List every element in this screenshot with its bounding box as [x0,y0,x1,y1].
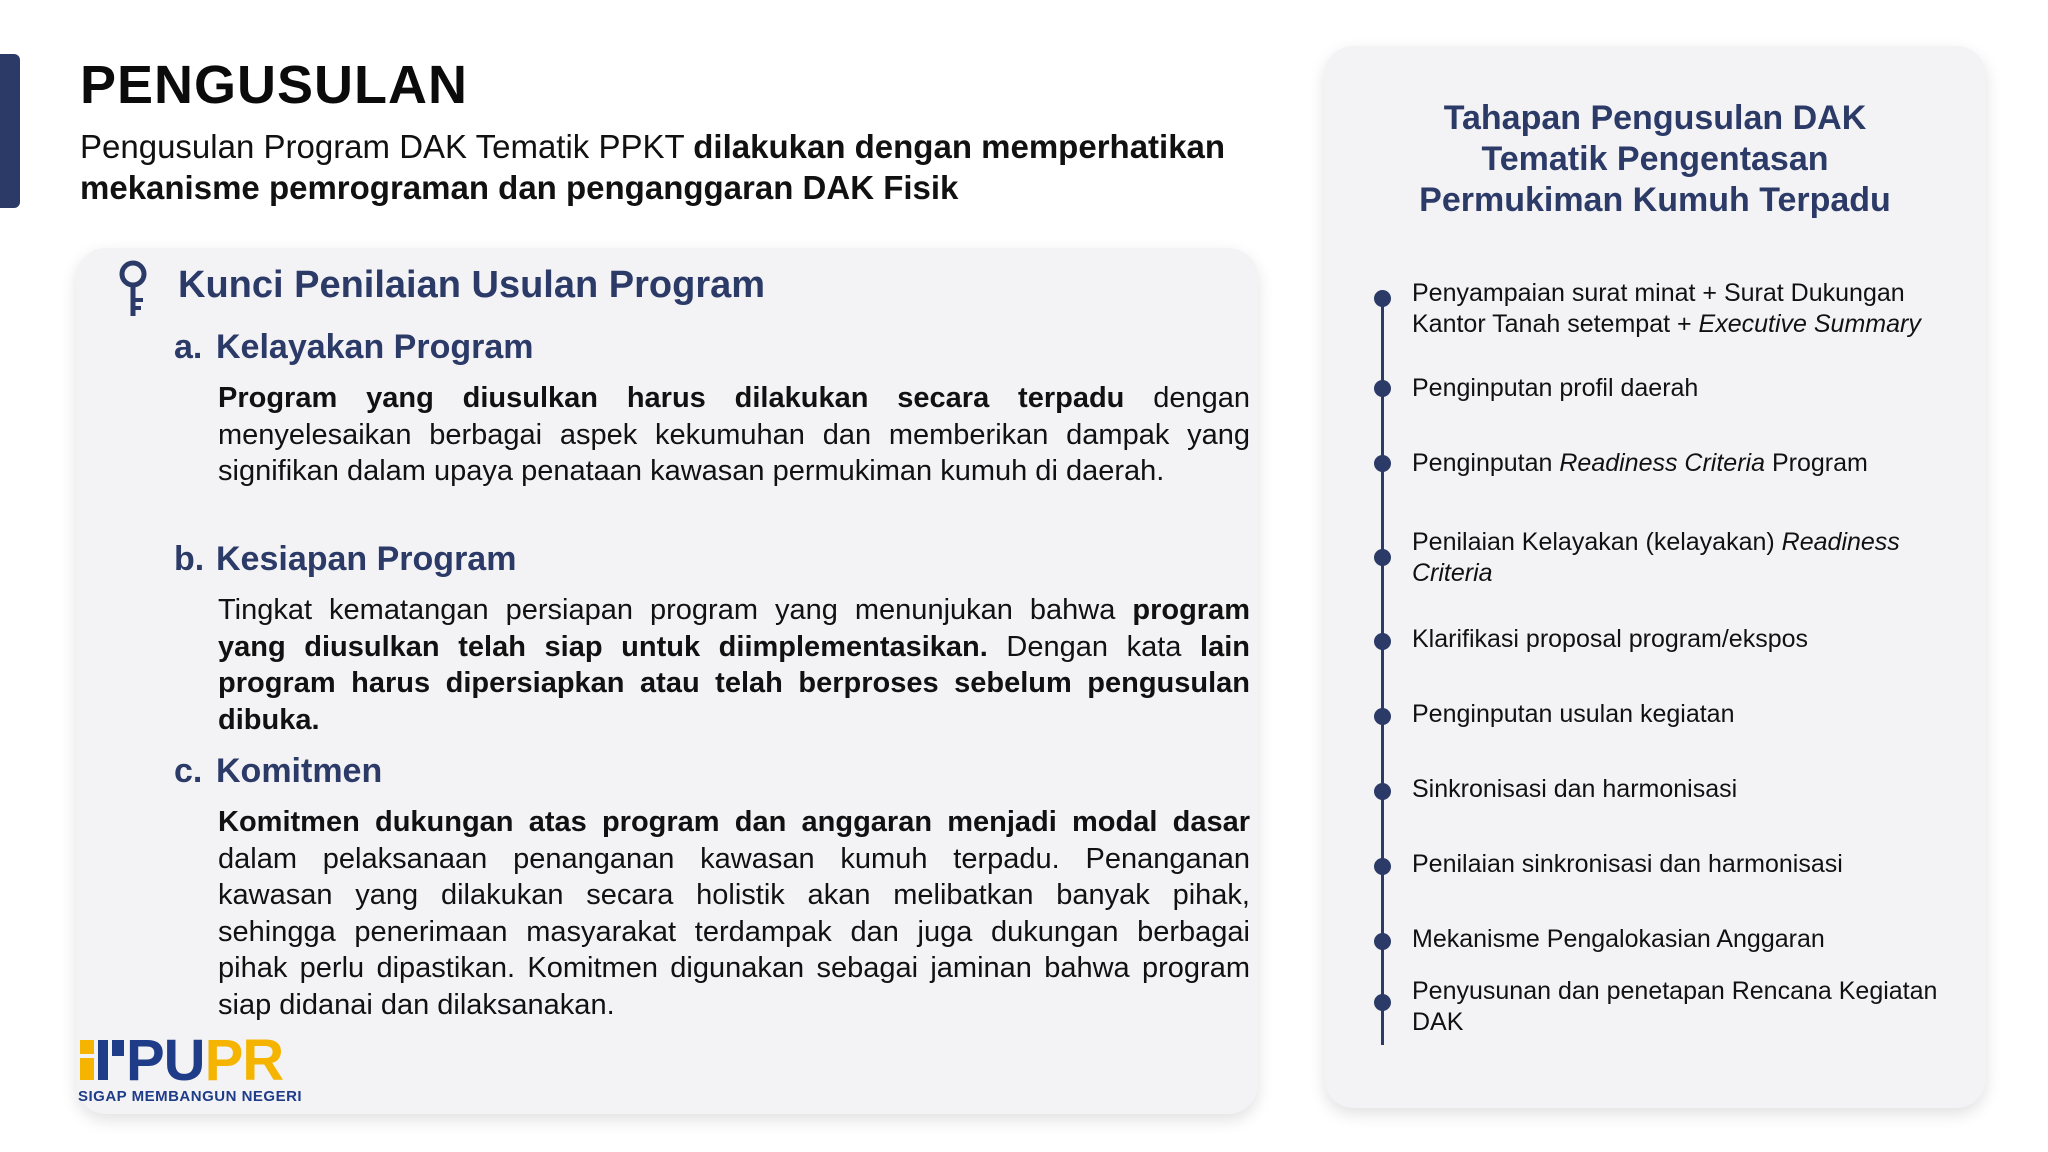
stages-card [1324,46,1986,1108]
section-letter: c. [174,752,203,790]
section-text-kesiapan [218,592,1250,738]
step-label: Klarifikasi proposal program/ekspos [1412,625,1809,653]
timeline-dot [1374,633,1391,650]
normal-text: dengan menyelesaikan berbagai aspek kekumuhan dan memberikan dampak yang signifikan dalam upaya penataan kawasan permukiman kumuh di daerah. [218,382,1251,487]
subtitle-normal: Pengusulan Program DAK Tematik PPKT [80,128,694,165]
step-label: Penginputan Readiness Criteria Program [1412,449,1868,477]
pupr-logo [78,1030,328,1110]
timeline-dot [1374,380,1391,397]
step-label: Penginputan usulan kegiatan [1412,700,1735,728]
step-label: Penilaian sinkronisasi dan harmonisasi [1412,850,1843,878]
bold-text: lain program harus dipersiapkan atau telah berproses sebelum pengusulan dibuka. [218,630,1250,736]
criteria-card [76,248,1258,1114]
step-label: Sinkronisasi dan harmonisasi [1412,775,1738,803]
section-title: Kelayakan Program [216,328,534,366]
section-heading-kesiapan [174,540,516,579]
section-title: Kesiapan Program [216,540,517,578]
accent-bar [0,54,20,208]
section-text-kelayakan [218,380,1250,490]
timeline-dot [1374,549,1391,566]
section-text-komitmen [218,804,1250,1023]
timeline-dot [1374,455,1391,472]
normal-text: Tingkat kematangan persiapan program yang menunjukan bahwa [218,594,1133,626]
step-label: Penyampaian surat minat + Surat Dukungan Kantor Tanah setempat + Executive Summary [1412,279,1921,338]
section-title: Komitmen [216,752,383,790]
step-label: Penyusunan dan penetapan Rencana Kegiatan DAK [1412,977,1938,1036]
normal-text: Dengan kata [987,630,1201,663]
page-subtitle [80,126,1300,208]
step-label: Penginputan profil daerah [1412,374,1699,402]
section-heading-kelayakan [174,328,534,367]
pupr-logo-text: PUPR [126,1028,284,1093]
step-label: Mekanisme Pengalokasian Anggaran [1412,925,1825,953]
normal-text: dalam pelaksanaan penanganan kawasan kumuh terpadu. Penanganan kawasan yang dilakukan secara holistik akan melibatkan banyak pihak, sehingga penerimaan masyarakat terdampak dan juga dukungan berbagai pihak perlu dipastikan. Komitmen digunakan sebagai jaminan bahwa program siap didanai dan dilaksanakan. [218,842,1250,1021]
subtitle-bold: dilakukan dengan memperhatikan mekanisme pemrograman dan penganggaran DAK Fisik [80,128,1226,206]
timeline-dot [1374,783,1391,800]
stages-title-text: Tahapan Pengusulan DAK Tematik Pengentasan Permukiman Kumuh Terpadu [1419,99,1891,219]
key-icon [116,260,150,318]
timeline-dot [1374,290,1391,307]
pupr-logo-mark [78,1038,126,1082]
page-title: PENGUSULAN [80,55,469,115]
section-heading-komitmen [174,752,382,791]
pupr-tagline: SIGAP MEMBANGUN NEGERI [78,1088,303,1105]
timeline-dot [1374,858,1391,875]
criteria-card-title: Kunci Penilaian Usulan Program [178,264,766,306]
stages-card-title [1324,98,1986,221]
bold-text: program yang diusulkan telah siap untuk diimplementasikan. [218,594,1250,663]
timeline-line [1381,291,1384,1045]
bold-text: Program yang diusulkan harus dilakukan secara terpadu [218,382,1125,414]
step-label: Penilaian Kelayakan (kelayakan) Readiness Criteria [1412,528,1900,587]
timeline-dot [1374,933,1391,950]
section-letter: b. [174,540,205,578]
timeline-dot [1374,708,1391,725]
section-letter: a. [174,328,203,366]
timeline-dot [1374,994,1391,1011]
bold-text: Komitmen dukungan atas program dan anggaran menjadi modal dasar [218,806,1250,838]
